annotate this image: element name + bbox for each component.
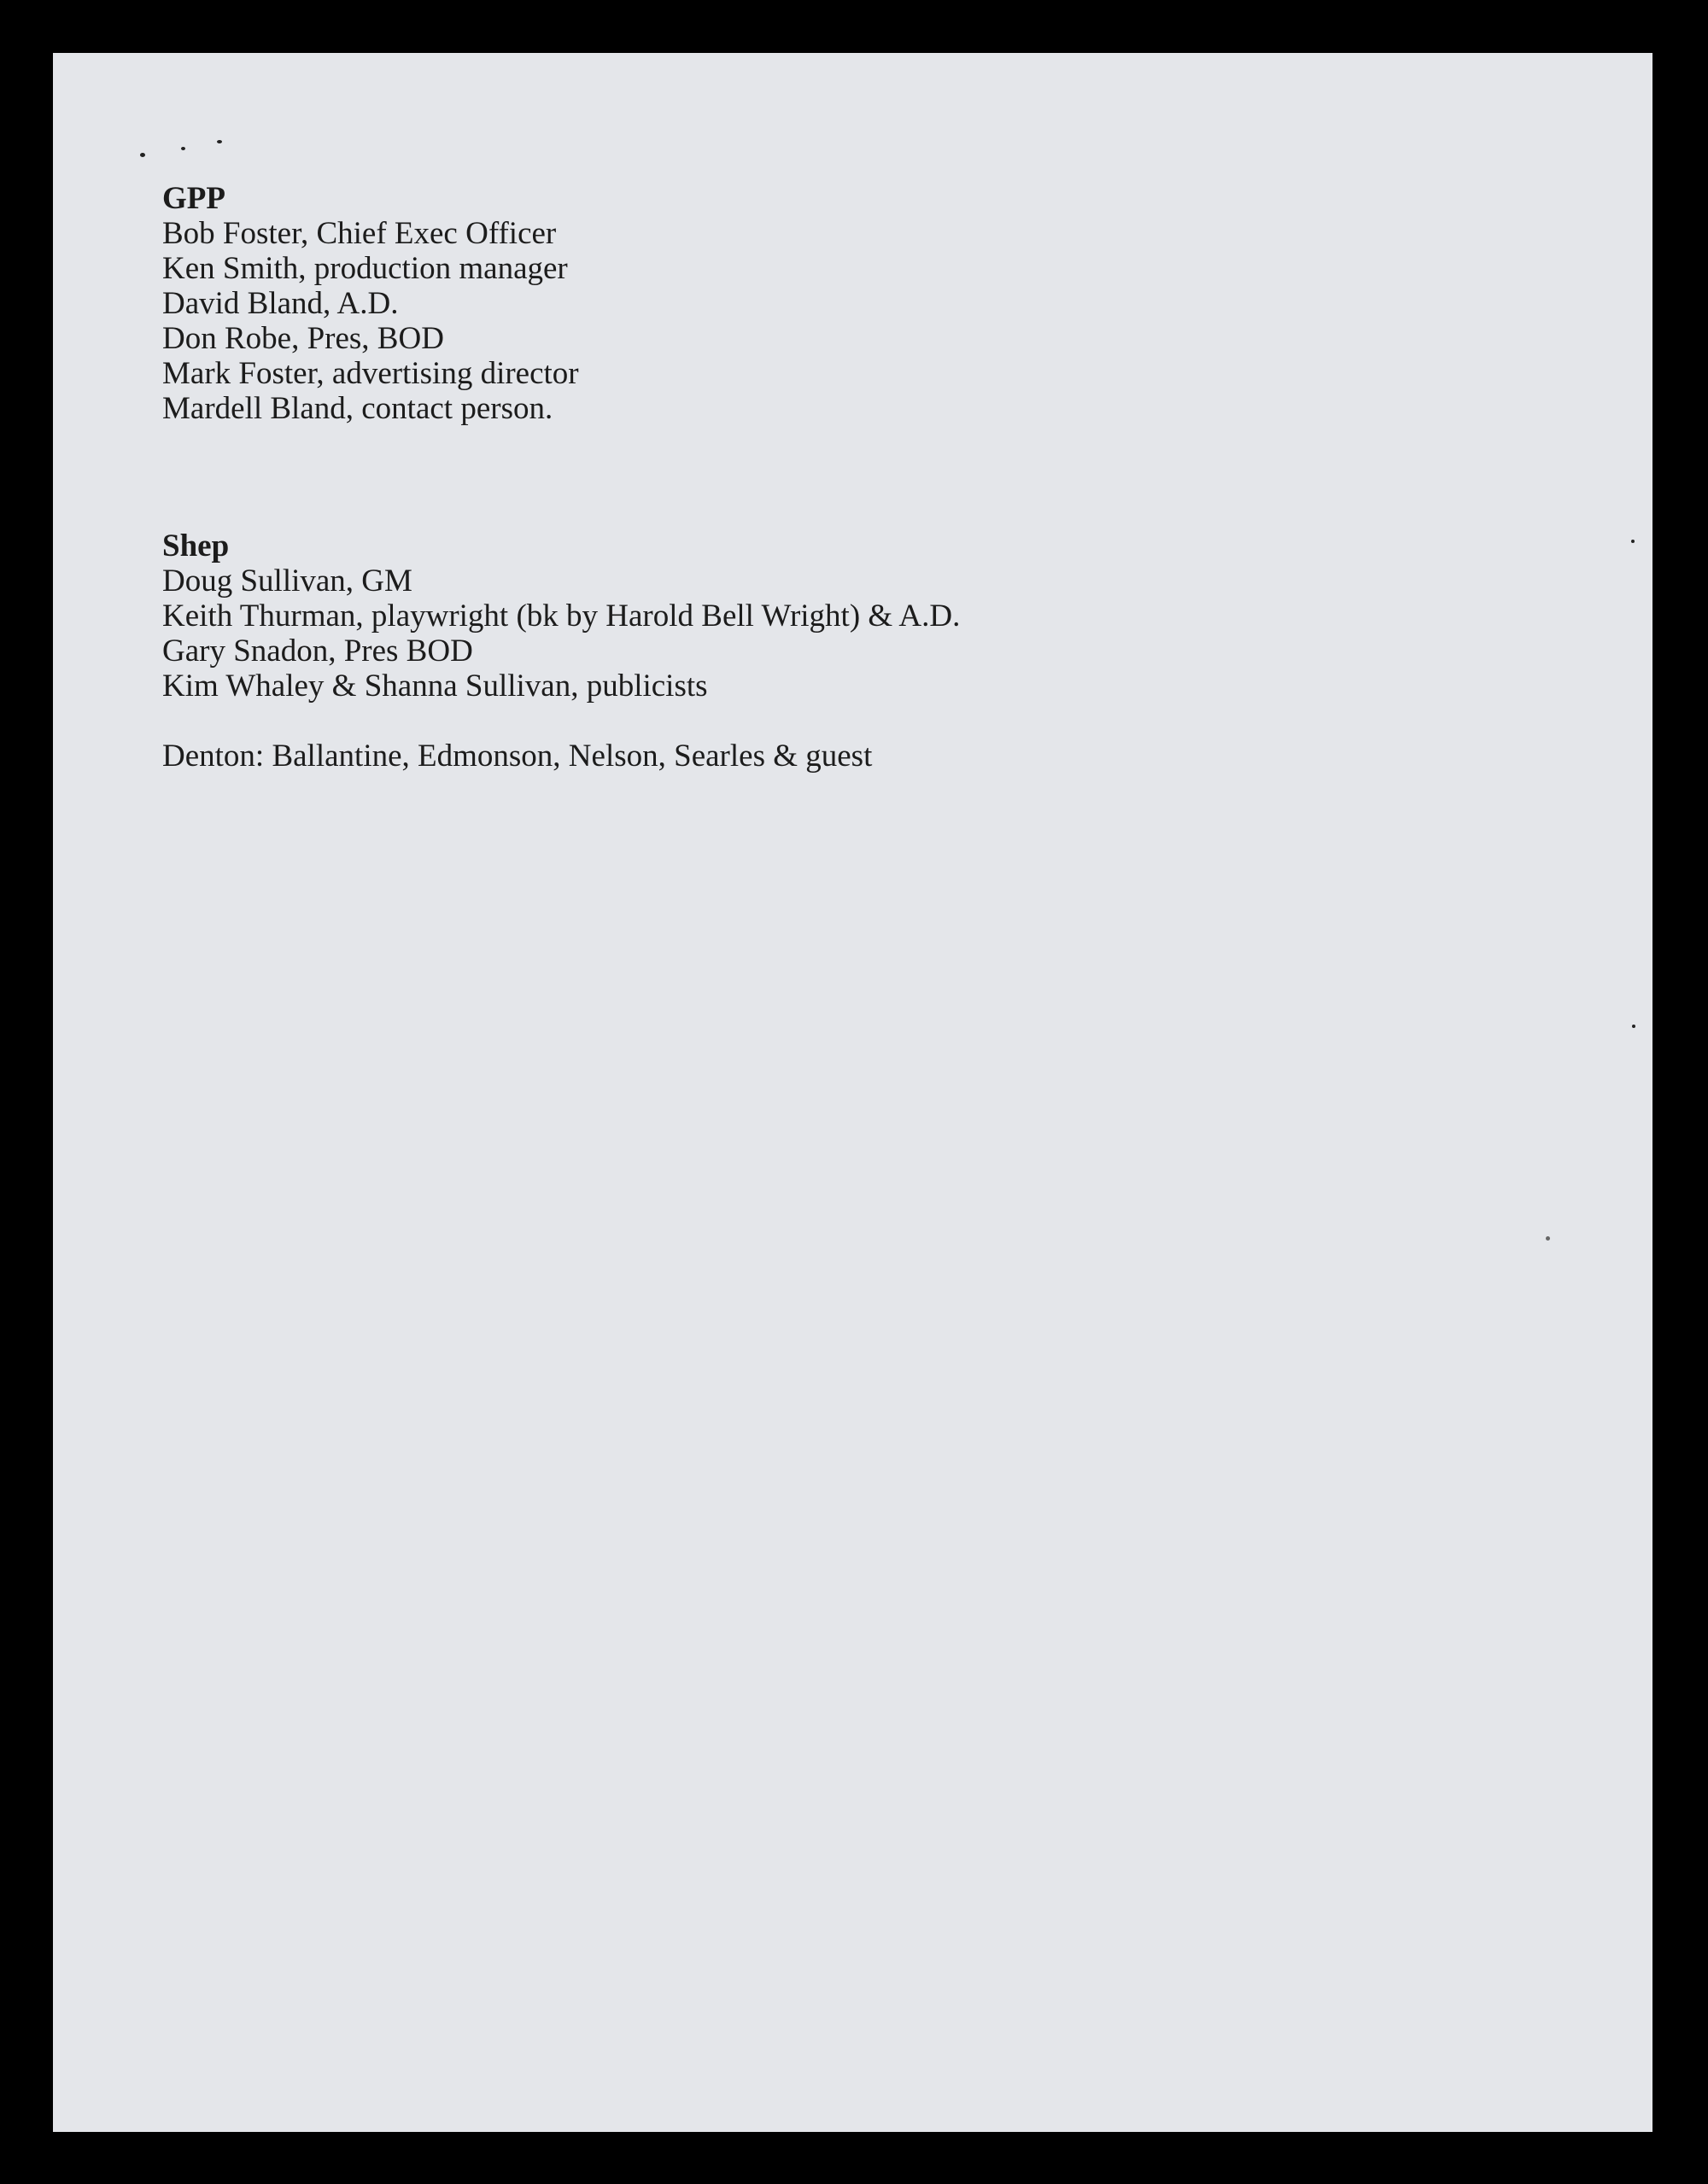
section-title-gpp: GPP — [162, 181, 225, 216]
section-shep — [162, 528, 960, 704]
list-item: Doug Sullivan, GM — [162, 564, 412, 599]
ink-speck — [140, 153, 145, 157]
list-item: Ken Smith, production manager — [162, 251, 568, 286]
list-item: Don Robe, Pres, BOD — [162, 321, 444, 356]
denton-attendees: Denton: Ballantine, Edmonson, Nelson, Searles & guest — [162, 739, 873, 774]
list-item: Kim Whaley & Shanna Sullivan, publicists — [162, 669, 708, 704]
document-body — [162, 181, 960, 774]
list-item: David Bland, A.D. — [162, 286, 399, 321]
list-item: Mardell Bland, contact person. — [162, 391, 553, 426]
ink-speck — [217, 140, 222, 143]
section-gpp — [162, 181, 960, 426]
document-page — [53, 53, 1652, 2132]
list-item: Mark Foster, advertising director — [162, 356, 579, 391]
ink-speck — [1546, 1236, 1550, 1241]
ink-speck — [1631, 540, 1635, 543]
ink-speck — [181, 147, 185, 150]
list-item: Bob Foster, Chief Exec Officer — [162, 216, 557, 251]
list-item: Gary Snadon, Pres BOD — [162, 634, 473, 669]
list-item: Keith Thurman, playwright (bk by Harold Bell Wright) & A.D. — [162, 599, 961, 634]
ink-speck — [1632, 1025, 1635, 1028]
section-title-shep: Shep — [162, 528, 230, 564]
